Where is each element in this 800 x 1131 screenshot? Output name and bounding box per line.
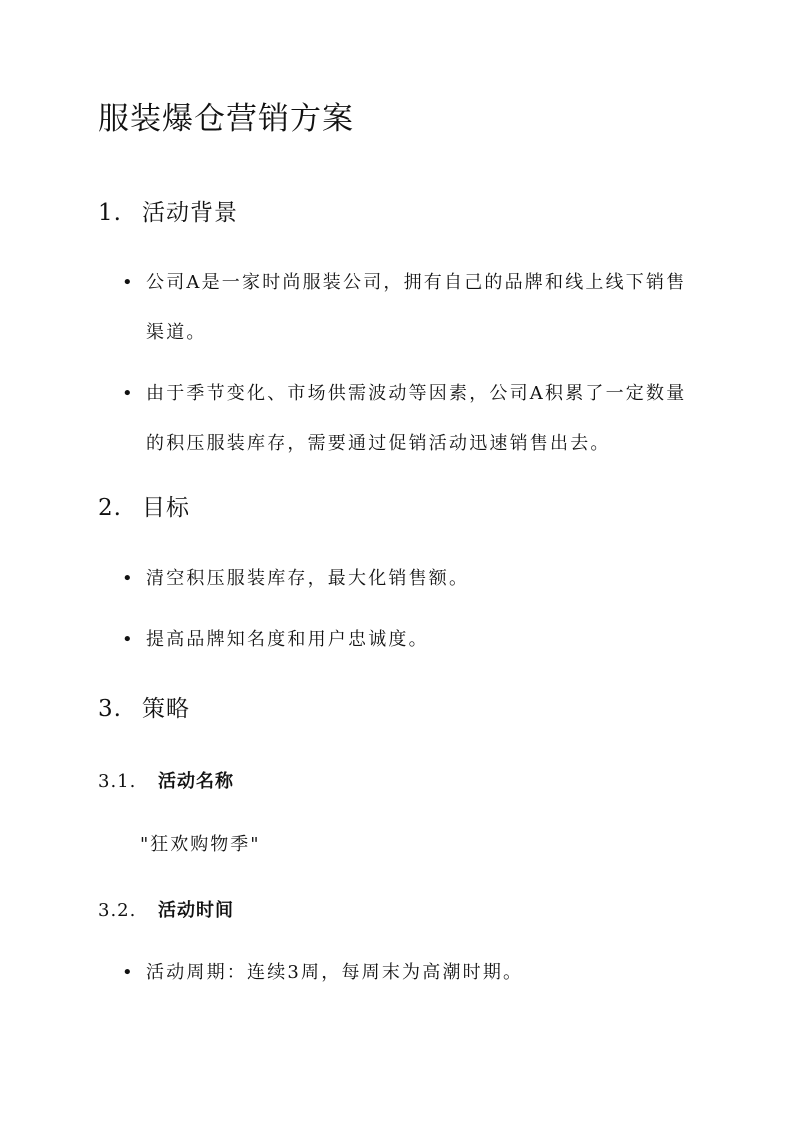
section-number: 3. xyxy=(98,696,122,722)
bullet-icon: • xyxy=(122,962,135,983)
subsection-number: 3.2. xyxy=(98,900,137,921)
section-title: 目标 xyxy=(142,495,190,521)
subsection-title: 活动时间 xyxy=(158,900,234,921)
bullet-icon: • xyxy=(122,568,135,589)
subsection-number: 3.1. xyxy=(98,771,137,792)
section-heading-goal xyxy=(98,491,190,525)
list-item-text: 由于季节变化、市场供需波动等因素，公司A积累了一定数量的积压服装库存，需要通过促销活动迅速销售出去。 xyxy=(146,383,687,454)
section-number: 1. xyxy=(98,200,122,226)
section-title: 策略 xyxy=(142,696,190,722)
list-item-text: 清空积压服装库存，最大化销售额。 xyxy=(146,568,470,589)
list-item xyxy=(122,554,702,604)
subsection-heading-event-time xyxy=(98,897,234,925)
list-item xyxy=(122,615,702,665)
section-heading-background xyxy=(98,196,238,230)
section-title: 活动背景 xyxy=(142,200,238,226)
section-number: 2. xyxy=(98,495,122,521)
subsection-heading-event-name xyxy=(98,768,234,796)
list-item-text: 活动周期：连续3周，每周末为高潮时期。 xyxy=(146,962,524,983)
event-name-text: "狂欢购物季" xyxy=(140,834,261,855)
document-title: 服装爆仓营销方案 xyxy=(98,101,354,137)
list-item xyxy=(122,948,702,998)
list-item-text: 公司A是一家时尚服装公司，拥有自己的品牌和线上线下销售渠道。 xyxy=(146,272,687,343)
bullet-icon: • xyxy=(122,629,135,650)
bullet-icon: • xyxy=(122,383,135,404)
list-item xyxy=(122,369,702,469)
subsection-title: 活动名称 xyxy=(158,771,234,792)
bullet-icon: • xyxy=(122,272,135,293)
list-item-text: 提高品牌知名度和用户忠诚度。 xyxy=(146,629,429,650)
section-heading-strategy xyxy=(98,692,190,726)
list-item xyxy=(122,258,702,358)
